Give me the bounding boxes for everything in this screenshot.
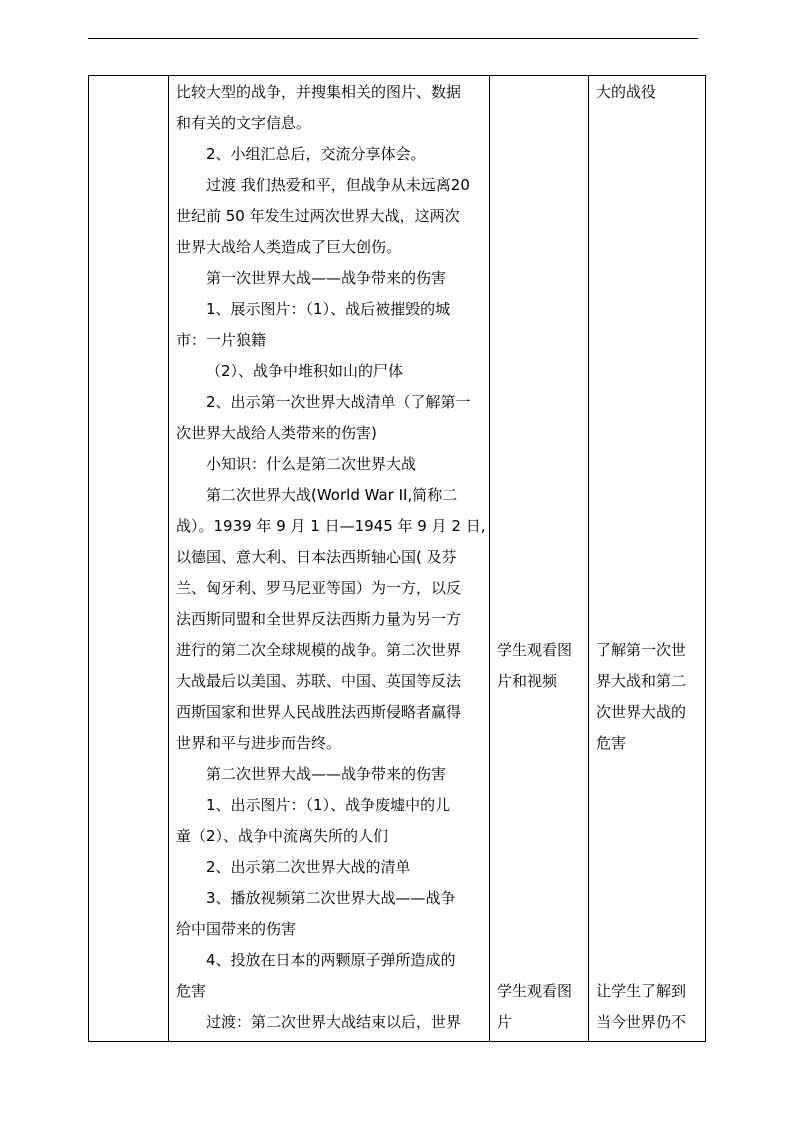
design-intent-line: 让学生了解到 — [596, 982, 687, 1000]
teaching-process-line: 小知识：什么是第二次世界大战 — [206, 455, 417, 473]
student-activity-line: 片 — [497, 1013, 513, 1031]
teaching-process-line: 3、播放视频第二次世界大战——战争 — [206, 889, 456, 907]
student-activity-line: 学生观看图 — [497, 641, 573, 659]
teaching-process-line: 2、出示第一次世界大战清单（了解第一 — [206, 393, 471, 411]
lesson-table — [88, 75, 706, 1042]
teaching-process-line: 世界大战给人类造成了巨大创伤。 — [176, 238, 402, 256]
teaching-process-line: 法西斯同盟和全世界反法西斯力量为另一方 — [176, 610, 462, 628]
teaching-process-line: 童（2）、战争中流离失所的人们 — [176, 827, 389, 845]
design-intent-line: 当今世界仍不 — [596, 1013, 687, 1031]
teaching-process-line: 以德国、意大利、日本法西斯轴心国( 及芬 — [176, 548, 457, 566]
design-intent-cell — [588, 76, 707, 1041]
teaching-process-cell — [168, 76, 489, 1041]
design-intent-line: 危害 — [596, 734, 627, 752]
teaching-process-line: 第二次世界大战(World War II,简称二 — [206, 486, 458, 504]
teaching-process-line: 西斯国家和世界人民战胜法西斯侵略者赢得 — [176, 703, 462, 721]
teaching-process-line: 第二次世界大战——战争带来的伤害 — [206, 765, 447, 783]
teaching-process-line: 进行的第二次全球规模的战争。第二次世界 — [176, 641, 462, 659]
teaching-process-line: 1、展示图片：（1）、战后被摧毁的城 — [206, 300, 451, 318]
teaching-process-line: 次世界大战给人类带来的伤害) — [176, 424, 377, 442]
design-intent-line: 次世界大战的 — [596, 703, 687, 721]
teaching-process-line: 1、出示图片：（1）、战争废墟中的儿 — [206, 796, 451, 814]
student-activity-line: 片和视频 — [497, 672, 558, 690]
teaching-process-line: 过渡：第二次世界大战结束以后，世界 — [206, 1013, 462, 1031]
student-activity-line: 学生观看图 — [497, 982, 573, 1000]
teaching-process-line: 比较大型的战争，并搜集相关的图片、数据 — [176, 83, 462, 101]
teaching-process-line: 市：一片狼籍 — [176, 331, 267, 349]
teaching-process-line: 给中国带来的伤害 — [176, 920, 297, 938]
teaching-process-line: 4、投放在日本的两颗原子弹所造成的 — [206, 951, 456, 969]
student-activity-cell — [489, 76, 588, 1041]
teaching-process-line: 兰、匈牙利、罗马尼亚等国）为一方，以反 — [176, 579, 462, 597]
teaching-process-line: 过渡 我们热爱和平，但战争从未远离20 — [206, 176, 470, 194]
teaching-process-line: 世纪前 50 年发生过两次世界大战，这两次 — [176, 207, 460, 225]
design-intent-line: 大的战役 — [596, 83, 657, 101]
teaching-process-line: 和有关的文字信息。 — [176, 114, 312, 132]
teaching-process-line: 战）。1939 年 9 月 1 日—1945 年 9 月 2 日, — [176, 517, 486, 535]
design-intent-line: 了解第一次世 — [596, 641, 687, 659]
teaching-process-line: 大战最后以美国、苏联、中国、英国等反法 — [176, 672, 462, 690]
teaching-process-line: 第一次世界大战——战争带来的伤害 — [206, 269, 447, 287]
teaching-process-line: 世界和平与进步而告终。 — [176, 734, 342, 752]
design-intent-line: 界大战和第二 — [596, 672, 687, 690]
teaching-process-line: 危害 — [176, 982, 207, 1000]
teaching-process-line: 2、出示第二次世界大战的清单 — [206, 858, 411, 876]
header-rule — [88, 38, 698, 39]
column-1-cell — [89, 76, 168, 1041]
teaching-process-line: 2、小组汇总后，交流分享体会。 — [206, 145, 426, 163]
teaching-process-line: （2）、战争中堆积如山的尸体 — [206, 362, 404, 380]
